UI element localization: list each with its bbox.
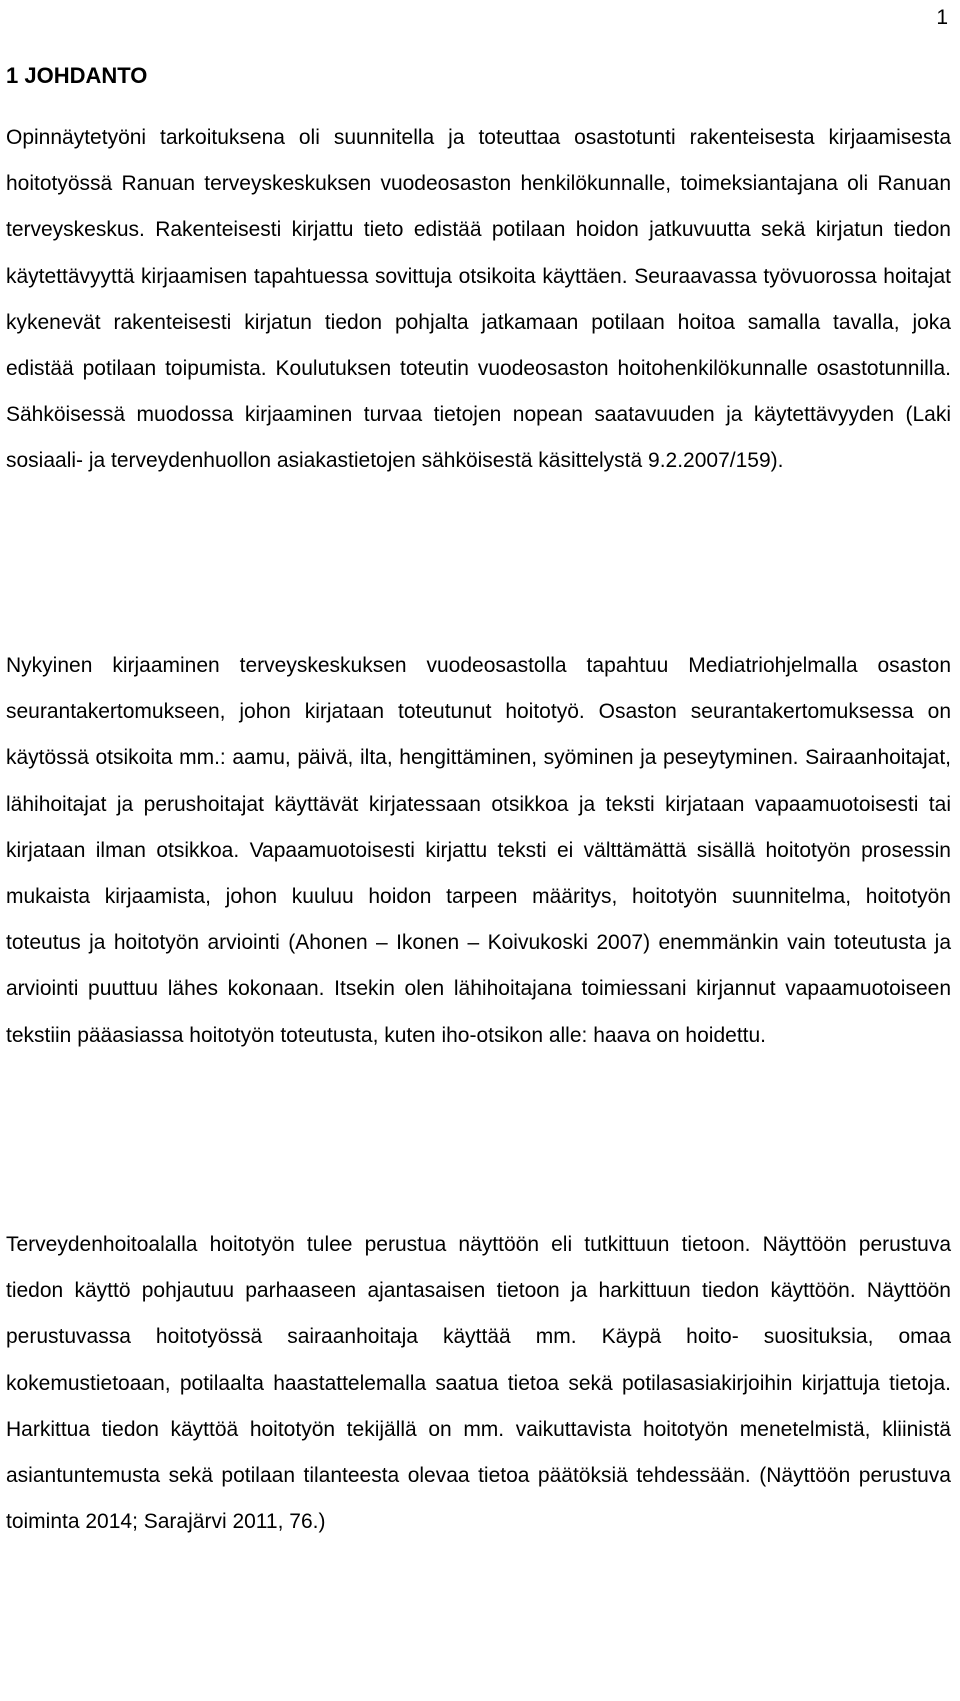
page-number: 1 [936, 6, 948, 29]
chapter-heading: 1 JOHDANTO [6, 63, 148, 88]
paragraph-current-documentation: Nykyinen kirjaaminen terveyskeskuksen vuodeosastolla tapahtuu Mediatriohjelmalla osaston seurantakertomukseen, johon kirjataan toteutunut hoitotyö. Osaston seurantakertomuksessa on käytössä otsikoita mm.: aamu, päivä, ilta, hengittäminen, syöminen ja peseytyminen. Sairaanhoitajat, lähihoitajat ja perushoitajat käyttävät kirjatessaan otsikkoa ja teksti kirjataan vapaamuotoisesti tai kirjataan ilman otsikkoa. Vapaamuotoisesti kirjattu teksti ei välttämättä sisällä hoitotyön prosessin mukaista kirjaamista, johon kuuluu hoidon tarpeen määritys, hoitotyön suunnitelma, hoitotyön toteutus ja hoitotyön arviointi (Ahonen – Ikonen – Koivukoski 2007) enemmänkin vain toteutusta ja arviointi puuttuu lähes kokonaan. Itsekin olen lähihoitajana toimiessani kirjannut vapaamuotoiseen tekstiin pääasiassa hoitotyön toteutusta, kuten iho-otsikon alle: haava on hoidettu. [6, 654, 951, 1047]
paragraph-intro: Opinnäytetyöni tarkoituksena oli suunnitella ja toteuttaa osastotunti rakenteisesta kirjaamisesta hoitotyössä Ranuan terveyskeskuksen vuodeosaston henkilökunnalle, toimeksiantajana oli Ranuan terveyskeskus. Rakenteisesti kirjattu tieto edistää potilaan hoidon jatkuvuutta sekä kirjatun tiedon käytettävyyttä kirjaamisen tapahtuessa sovittuja otsikoita käyttäen. Seuraavassa työvuorossa hoitajat kykenevät rakenteisesti kirjatun tiedon pohjalta jatkamaan potilaan hoitoa samalla tavalla, joka edistää potilaan toipumista. Koulutuksen toteutin vuodeosaston hoitohenkilökunnalle osastotunnilla. Sähköisessä muodossa kirjaaminen turvaa tietojen nopean saatavuuden ja käytettävyyden (Laki sosiaali- ja terveydenhuollon asiakastietojen sähköisestä käsittelystä 9.2.2007/159). [6, 126, 951, 473]
paragraph-evidence-based-practice: Terveydenhoitoalalla hoitotyön tulee perustua näyttöön eli tutkittuun tietoon. Näyttöön perustuva tiedon käyttö pohjautuu parhaaseen ajantasaisen tietoon ja harkittuun tiedon käyttöön. Näyttöön perustuvassa hoitotyössä sairaanhoitaja käyttää mm. Käypä hoito- suosituksia, omaa kokemustietoaan, potilaalta haastattelemalla saatua tietoa sekä potilasasiakirjoihin kirjattuja tietoja. Harkittua tiedon käyttöä hoitotyön tekijällä on mm. vaikuttavista hoitotyön menetelmistä, kliinistä asiantuntemusta sekä potilaan tilanteesta olevaa tietoa päätöksiä tehdessään. (Näyttöön perustuva toiminta 2014; Sarajärvi 2011, 76.) [6, 1233, 951, 1534]
